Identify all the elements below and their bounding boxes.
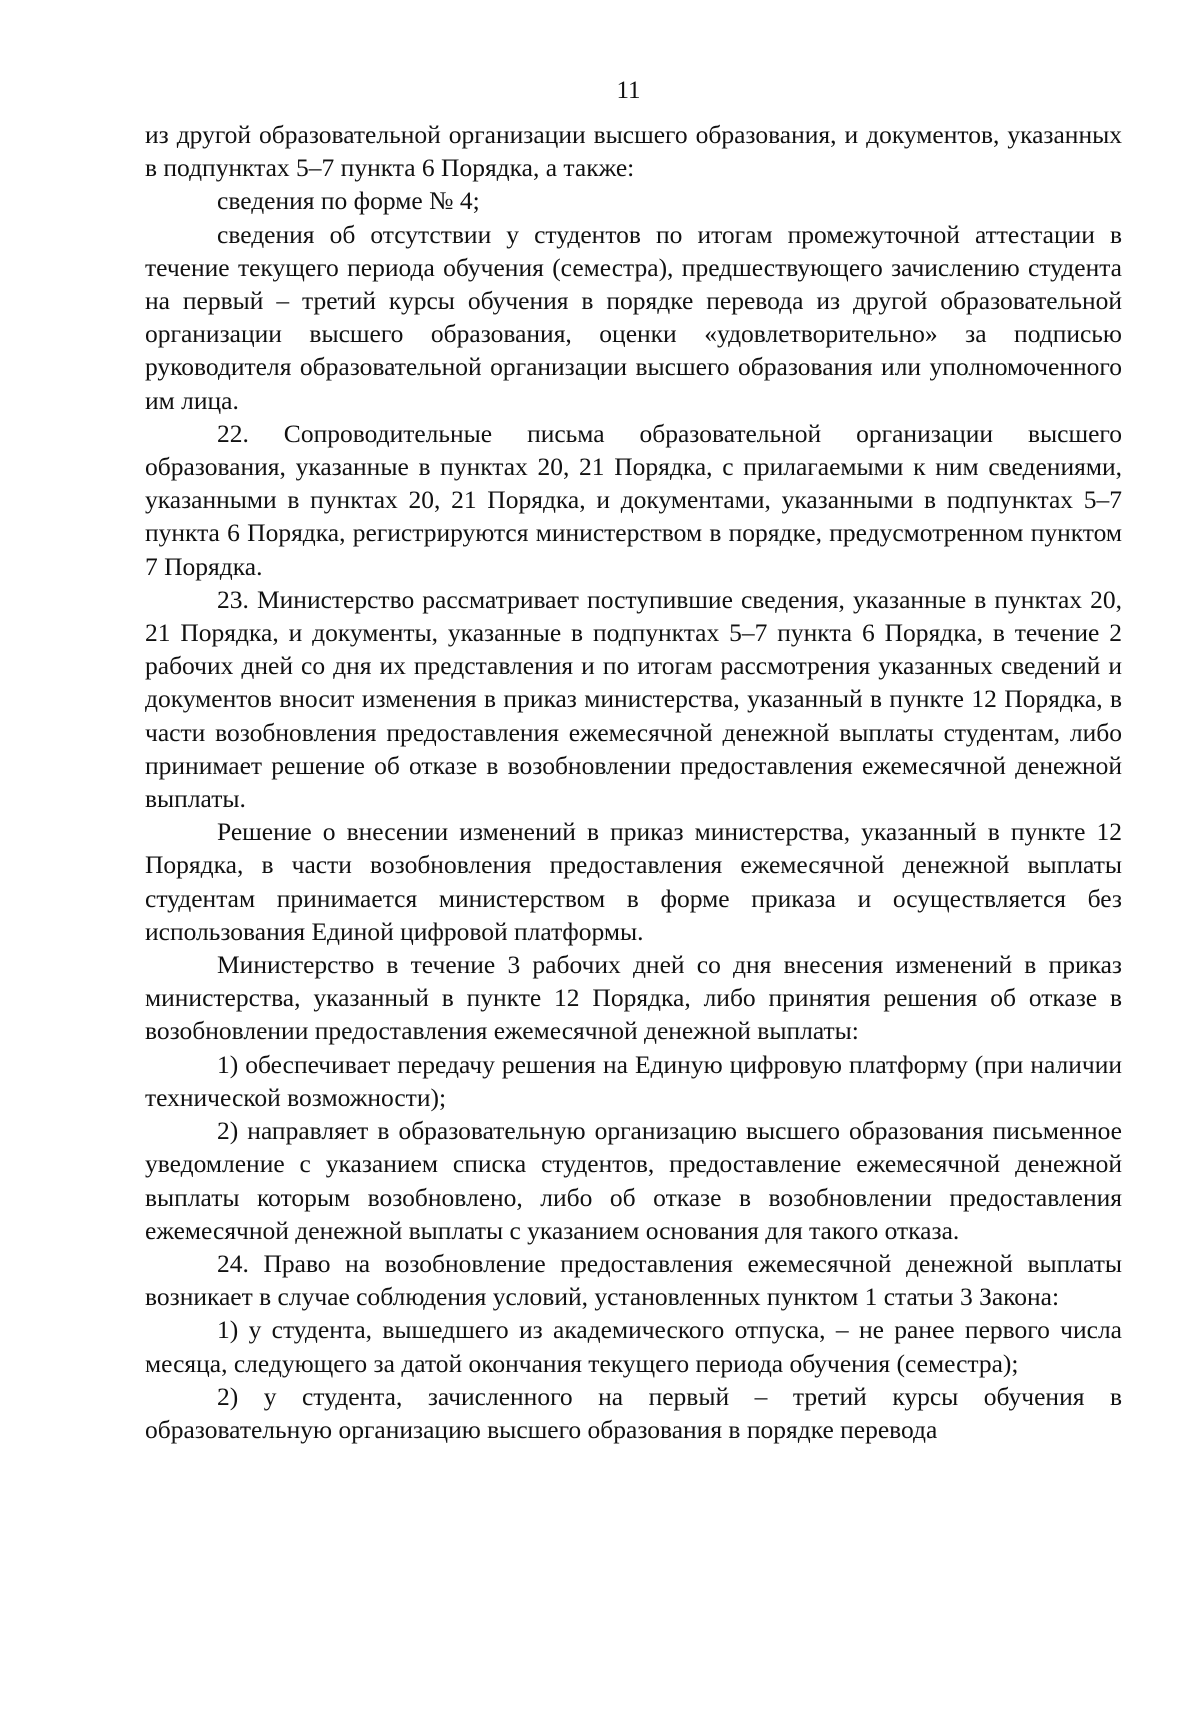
paragraph-24: 24. Право на возобновление предоставления ежемесячной денежной выплаты возникает в случае соблюдения условий, установленных пунктом 1 статьи 3 Закона: [145,1248,1122,1312]
paragraph-22: 22. Сопроводительные письма образовательной организации высшего образования, указанные в пунктах 20, 21 Порядка, с прилагаемыми к ним сведениями, указанными в пунктах 20, 21 Порядка, и документами, указанными в подпунктах 5–7 пункта 6 Порядка, регистрируются министерством в порядке, предусмотренном пунктом 7 Порядка. [145,418,1122,581]
list-item: 2) у студента, зачисленного на первый – третий курсы обучения в образовательную организацию высшего образования в порядке перевода [145,1381,1122,1444]
page-number: 11 [616,77,641,104]
document-body [145,118,1122,1446]
paragraph: сведения по форме № 4; [217,186,480,216]
list-item: 2) направляет в образовательную организацию высшего образования письменное уведомление с указанием списка студентов, предоставление ежемесячной денежной выплаты которым возобновлено, либо об отказе в возобновлении предоставления ежемесячной денежной выплаты с указанием основания для такого отказа. [145,1116,1122,1245]
list-item: 1) обеспечивает передачу решения на Единую цифровую платформу (при наличии технической возможности); [145,1049,1122,1112]
paragraph: сведения об отсутствии у студентов по итогам промежуточной аттестации в течение текущего периода обучения (семестра), предшествующего зачислению студента на первый – третий курсы обучения в порядке перевода из другой образовательной организации высшего образования, оценки «удовлетворительно» за подписью руководителя образовательной организации высшего образования или уполномоченного им лица. [145,219,1122,415]
list-item: 1) у студента, вышедшего из академического отпуска, – не ранее первого числа месяца, следующего за датой окончания текущего периода обучения (семестра); [145,1315,1122,1378]
paragraph: из другой образовательной организации высшего образования, и документов, указанных в подпунктах 5–7 пункта 6 Порядка, а также: [145,120,1122,183]
paragraph: Министерство в течение 3 рабочих дней со дня внесения изменений в приказ министерства, указанный в пункте 12 Порядка, либо принятия решения об отказе в возобновлении предоставления ежемесячной денежной выплаты: [145,950,1122,1046]
paragraph-23: 23. Министерство рассматривает поступившие сведения, указанные в пунктах 20, 21 Порядка, и документы, указанные в подпунктах 5–7 пункта 6 Порядка, в течение 2 рабочих дней со дня их представления и по итогам рассмотрения указанных сведений и документов вносит изменения в приказ министерства, указанный в пункте 12 Порядка, в части возобновления предоставления ежемесячной денежной выплаты студентам, либо принимает решение об отказе в возобновлении предоставления ежемесячной денежной выплаты. [145,584,1122,814]
paragraph: Решение о внесении изменений в приказ министерства, указанный в пункте 12 Порядка, в части возобновления предоставления ежемесячной денежной выплаты студентам принимается министерством в форме приказа и осуществляется без использования Единой цифровой платформы. [145,817,1122,946]
